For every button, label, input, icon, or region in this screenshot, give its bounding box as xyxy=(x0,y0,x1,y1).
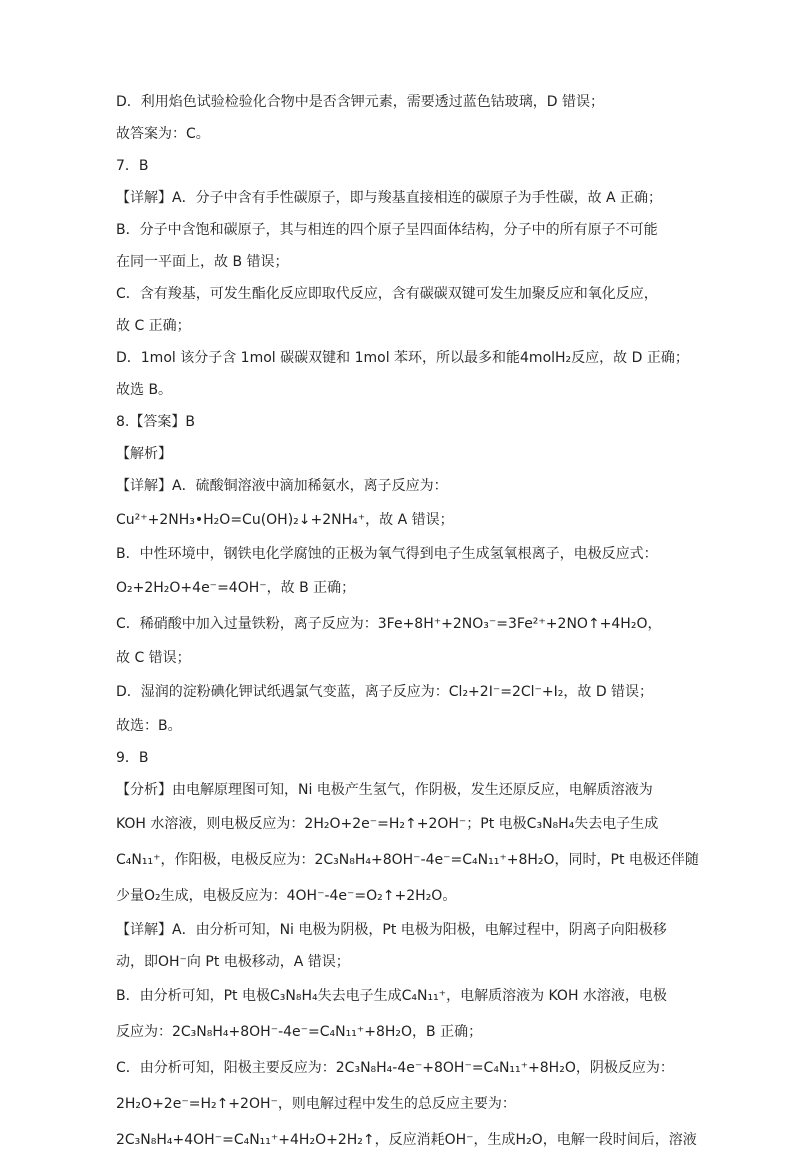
text-line: 故选：B。 xyxy=(116,718,182,734)
text-line: 2H₂O+2e⁻=H₂↑+2OH⁻，则电解过程中发生的总反应主要为： xyxy=(116,1096,516,1112)
section-heading: 【解析】 xyxy=(116,446,172,462)
equation-line: Cu²⁺+2NH₃•H₂O=Cu(OH)₂↓+2NH₄⁺，故 A 错误； xyxy=(116,512,454,528)
text-line: 【详解】A．由分析可知，Ni 电极为阴极，Pt 电极为阳极，电解过程中，阴离子向阳极移 xyxy=(116,922,667,938)
text-line: 故 C 正确； xyxy=(116,318,191,334)
text-line: 【详解】A．分子中含有手性碳原子，即与羧基直接相连的碳原子为手性碳，故 A 正确； xyxy=(116,190,663,206)
text-line: KOH 水溶液，则电极反应为：2H₂O+2e⁻=H₂↑+2OH⁻；Pt 电极C₃N₈H₄失去电子生成 xyxy=(116,816,659,832)
text-line: 少量O₂生成，电极反应为：4OH⁻-4e⁻=O₂↑+2H₂O。 xyxy=(116,888,457,904)
text-line: B．由分析可知，Pt 电极C₃N₈H₄失去电子生成C₄N₁₁⁺，电解质溶液为 KOH 水溶液，电极 xyxy=(116,988,667,1004)
document-page xyxy=(116,86,699,1158)
text-line: C．稀硝酸中加入过量铁粉，离子反应为：3Fe+8H⁺+2NO₃⁻=3Fe²⁺+2NO↑+4H₂O， xyxy=(116,616,662,632)
text-line: 2C₃N₈H₄+4OH⁻=C₄N₁₁⁺+4H₂O+2H₂↑，反应消耗OH⁻，生成H₂O，电解一段时间后，溶液 xyxy=(116,1132,697,1148)
text-line: C₄N₁₁⁺，作阳极，电极反应为：2C₃N₈H₄+8OH⁻-4e⁻=C₄N₁₁⁺+8H₂O，同时，Pt 电极还伴随 xyxy=(116,852,699,868)
text-line: D．湿润的淀粉碘化钾试纸遇氯气变蓝，离子反应为：Cl₂+2I⁻=2Cl⁻+I₂，故 D 错误； xyxy=(116,684,654,700)
text-line: D．利用焰色试验检验化合物中是否含钾元素，需要透过蓝色钴玻璃，D 错误； xyxy=(116,94,605,110)
text-line: 故选 B。 xyxy=(116,382,173,398)
text-line: 动，即OH⁻向 Pt 电极移动，A 错误； xyxy=(116,954,350,970)
question-number: 7．B xyxy=(116,158,149,174)
text-line: 故 C 错误； xyxy=(116,650,191,666)
text-line: 【详解】A．硫酸铜溶液中滴加稀氨水，离子反应为： xyxy=(116,478,448,494)
text-line: 故答案为：C。 xyxy=(116,126,210,142)
text-line: B．中性环境中，钢铁电化学腐蚀的正极为氧气得到电子生成氢氧根离子，电极反应式： xyxy=(116,546,658,562)
question-number: 9．B xyxy=(116,750,149,766)
text-line: 【分析】由电解原理图可知，Ni 电极产生氢气，作阴极，发生还原反应，电解质溶液为 xyxy=(116,782,653,798)
equation-line: O₂+2H₂O+4e⁻=4OH⁻，故 B 正确； xyxy=(116,580,356,596)
text-line: C．含有羧基，可发生酯化反应即取代反应，含有碳碳双键可发生加聚反应和氧化反应， xyxy=(116,286,658,302)
question-number: 8.【答案】B xyxy=(116,414,195,430)
text-line: 反应为：2C₃N₈H₄+8OH⁻-4e⁻=C₄N₁₁⁺+8H₂O，B 正确； xyxy=(116,1024,483,1040)
text-line: D．1mol 该分子含 1mol 碳碳双键和 1mol 苯环，所以最多和能4molH₂反应，故 D 正确； xyxy=(116,350,689,366)
text-line: B．分子中含饱和碳原子，其与相连的四个原子呈四面体结构，分子中的所有原子不可能 xyxy=(116,222,658,238)
text-line: C．由分析可知，阳极主要反应为：2C₃N₈H₄-4e⁻+8OH⁻=C₄N₁₁⁺+8H₂O，阴极反应为： xyxy=(116,1060,674,1076)
text-line: 在同一平面上，故 B 错误； xyxy=(116,254,289,270)
